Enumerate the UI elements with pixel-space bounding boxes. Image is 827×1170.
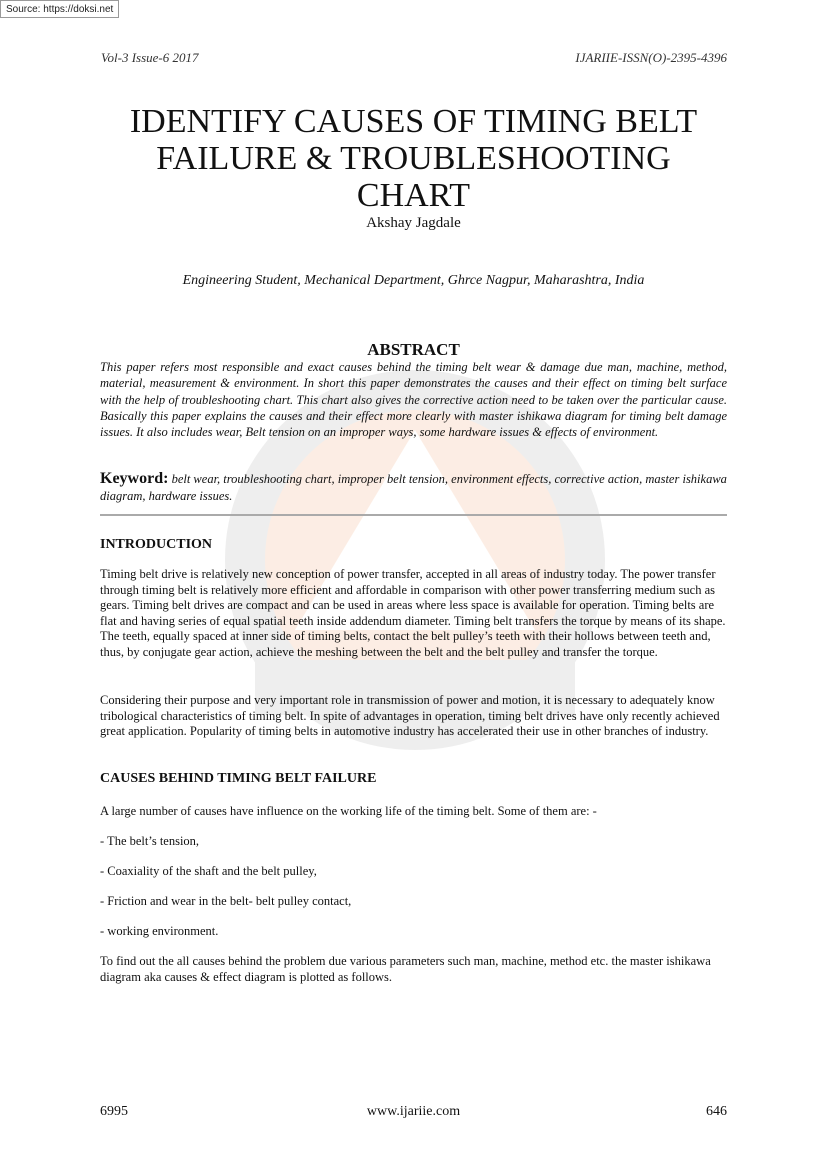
cause-item: - Friction and wear in the belt- belt pulley contact, — [100, 894, 352, 908]
footer-page-number-left: 6995 — [100, 1104, 128, 1119]
keywords-text: belt wear, troubleshooting chart, improper belt tension, environment effects, corrective action, master ishikawa diagram, hardware issues. — [100, 472, 727, 503]
causes-heading: CAUSES BEHIND TIMING BELT FAILURE — [100, 771, 377, 786]
footer-page-number-right: 646 — [706, 1104, 727, 1119]
footer-website: www.ijariie.com — [366, 1104, 461, 1119]
causes-outro: To find out the all causes behind the problem due various parameters such man, machine, method etc. the master ishikawa diagram aka causes & effect diagram is plotted as follows. — [100, 954, 711, 984]
section-divider — [100, 514, 727, 516]
author-name: Akshay Jagdale — [366, 215, 461, 231]
causes-intro: A large number of causes have influence on the working life of the timing belt. Some of them are: - — [100, 804, 597, 818]
abstract-heading: ABSTRACT — [367, 340, 460, 359]
cause-item: - The belt’s tension, — [100, 834, 200, 848]
introduction-heading: INTRODUCTION — [100, 537, 213, 552]
keywords — [100, 470, 727, 505]
journal-issn: IJARIIE-ISSN(O)-2395-4396 — [575, 50, 727, 65]
source-label: Source: https://doksi.net — [0, 0, 119, 18]
cause-item: - working environment. — [100, 924, 219, 938]
cause-item: - Coaxiality of the shaft and the belt pulley, — [100, 864, 317, 878]
paper-title: IDENTIFY CAUSES OF TIMING BELT FAILURE & TROUBLESHOOTING CHART — [129, 103, 698, 214]
journal-volume: Vol-3 Issue-6 2017 — [101, 50, 199, 65]
author-affiliation: Engineering Student, Mechanical Department, Ghrce Nagpur, Maharashtra, India — [182, 273, 645, 288]
keywords-label: Keyword: — [100, 470, 169, 487]
abstract-text: This paper refers most responsible and exact causes behind the timing belt wear & damage due man, machine, method, material, measurement & environment. In short this paper demonstrates the causes and their effect on timing belt surface with the help of troubleshooting chart. This chart also gives the corrective action need to be taken over the particular cause. Basically this paper explains the causes and their effect more clearly with master ishikawa diagram for timing belt damage issues. It also includes wear, Belt tension on an improper ways, some hardware issues & effects of environment. — [100, 360, 727, 440]
introduction-paragraph-1: Timing belt drive is relatively new conception of power transfer, accepted in all areas of industry today. The power transfer through timing belt is relatively more efficient and affordable in comparison with other power transferring medium such as gears. Timing belt drives are compact and can be used in areas where less space is available for operation. Timing belts are flat and having series of equal spatial teeth inside addendum diameter. Timing belt transfers the torque by means of its shape. The teeth, equally spaced at inner side of timing belts, contact the belt pulley’s teeth with their hollows between teeth and, thus, by conjugate gear action, achieve the meshing between the belt and the belt pulley and transfer the torque. — [100, 567, 726, 659]
introduction-paragraph-2: Considering their purpose and very important role in transmission of power and motion, it is necessary to adequately know tribological characteristics of timing belt. In spite of advantages in operation, timing belt drives have only recently achieved great application. Popularity of timing belts in automotive industry has accelerated their use in other branches of industry. — [100, 693, 720, 739]
